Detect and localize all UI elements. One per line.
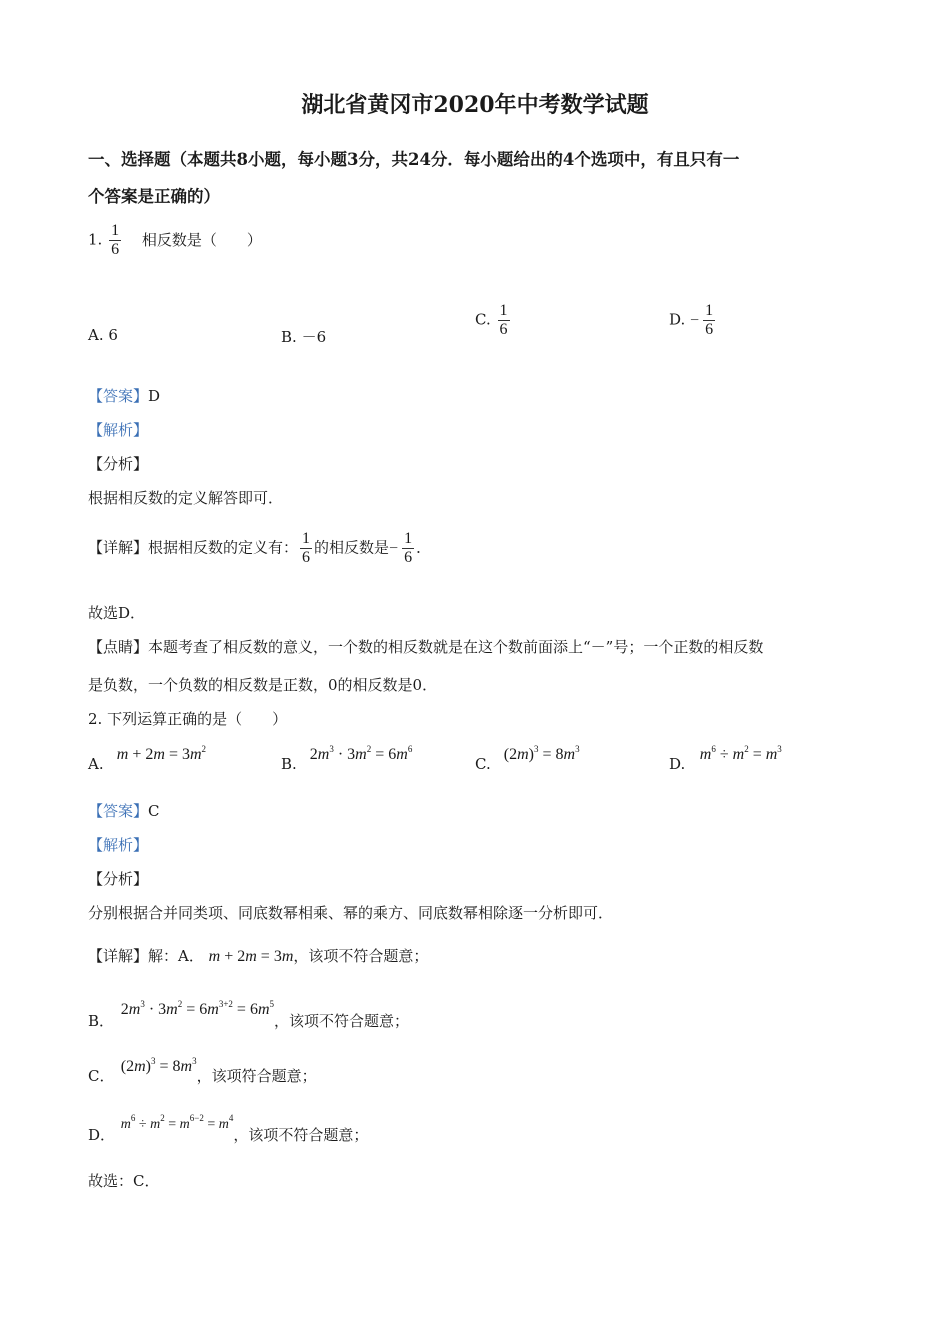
option-label: A. (88, 755, 104, 773)
detail-label: D． (88, 1126, 116, 1144)
comment-line1 (88, 636, 763, 657)
option-d (669, 302, 717, 339)
math-expression: $m^6 \div m^2 = m^3$ (699, 744, 782, 763)
option-label: C. (475, 310, 491, 329)
math-expression: $(2m)^3 = 8m^3$ (120, 1056, 197, 1075)
option-d (669, 745, 782, 773)
answer-line (88, 800, 160, 821)
option-label: B. (281, 755, 297, 773)
detail-c (88, 1057, 317, 1086)
detail-text: ，该项不符合题意； (233, 1126, 369, 1144)
detail-a (88, 945, 428, 966)
option-c (475, 745, 580, 773)
math-expression: $2m^3 \cdot 3m^2 = 6m^{3+2} = 6m^5$ (120, 999, 274, 1018)
option-label: B. (281, 328, 297, 346)
detail-text: ，该项不符合题意； (274, 1012, 410, 1030)
option-label: D. (669, 755, 686, 773)
comment-line2: 是负数，一个负数的相反数是正数，0的相反数是0． (88, 676, 438, 694)
option-value: 6 (108, 326, 118, 344)
page-title: 湖北省黄冈市2020年中考数学试题 (301, 92, 649, 118)
question-stem: 相反数是（ ） (141, 230, 262, 249)
answer-tag: 【答案】 (88, 802, 149, 820)
answer-value: D (148, 387, 161, 405)
fenxi-tag: 【分析】 (88, 455, 149, 473)
math-expression: $m + 2m = 3m^2$ (116, 744, 207, 763)
detail-label: B． (88, 1012, 115, 1030)
detail-text: 根据相反数的定义有： (148, 538, 299, 557)
option-label: D. (669, 310, 686, 329)
math-expression: $2m^3 \cdot 3m^2 = 6m^6$ (309, 744, 413, 763)
analysis-tag: 【解析】 (88, 836, 149, 854)
detail-text: ，该项符合题意； (196, 1067, 317, 1085)
answer-line (88, 385, 160, 406)
fraction-numerator: 1 (302, 530, 311, 547)
fraction (402, 530, 414, 567)
minus-sign: − (690, 311, 700, 329)
math-expression: $(2m)^3 = 8m^3$ (503, 744, 580, 763)
detail-d (88, 1114, 368, 1145)
fenxi-text: 分别根据合并同类项、同底数幂相乘、幂的乘方、同底数幂相除逐一分析即可． (88, 904, 614, 922)
fraction-denominator: 6 (302, 549, 311, 566)
fraction-numerator: 1 (499, 302, 508, 319)
answer-tag: 【答案】 (88, 387, 149, 405)
answer-value: C (148, 802, 160, 820)
option-label: A. (88, 326, 104, 344)
detail-tag: 【详解】 (88, 538, 149, 557)
comment-text: 本题考查了相反数的意义，一个数的相反数就是在这个数前面添上“－”号；一个正数的相反数 (148, 638, 764, 656)
fraction-denominator: 6 (111, 241, 120, 258)
fraction (498, 302, 510, 339)
math-expression: $m^6 \div m^2 = m^{6-2} = m^4$ (120, 1113, 234, 1132)
fenxi-text: 根据相反数的定义解答即可． (88, 489, 284, 507)
option-b (281, 326, 326, 347)
question-1 (88, 222, 262, 259)
fraction (703, 302, 715, 339)
fraction-numerator: 1 (705, 302, 714, 319)
section-heading-line1: 一、选择题（本题共8小题，每小题3分，共24分．每小题给出的4个选项中，有且只有一 (88, 150, 740, 169)
section-heading-line2: 个答案是正确的） (88, 187, 220, 206)
detail-text: 解：A． (148, 947, 204, 965)
fraction-denominator: 6 (499, 321, 508, 338)
detail-text: 的相反数是 (314, 538, 390, 557)
fraction-numerator: 1 (111, 222, 120, 239)
question-number: 1. (88, 230, 103, 249)
conclusion: 故选D． (88, 604, 146, 622)
detail-b (88, 1000, 409, 1031)
option-a (88, 326, 118, 344)
option-b (281, 745, 412, 773)
fenxi-tag: 【分析】 (88, 870, 149, 888)
detail-tag: 【详解】 (88, 947, 149, 965)
math-expression: m + 2m = 3m (208, 948, 294, 965)
option-c (475, 302, 512, 339)
fraction-denominator: 6 (705, 321, 714, 338)
detail-text: ，该项不符合题意； (293, 947, 429, 965)
detail-line (88, 530, 431, 567)
question-2: 2. 下列运算正确的是（ ） (88, 710, 288, 728)
option-label: C. (475, 755, 491, 773)
minus-sign: − (389, 539, 399, 557)
option-a (88, 745, 206, 773)
detail-text: ． (416, 538, 432, 557)
comment-tag: 【点睛】 (88, 638, 149, 656)
fraction-denominator: 6 (404, 549, 413, 566)
detail-label: C． (88, 1067, 115, 1085)
option-value: －6 (301, 328, 327, 346)
analysis-tag: 【解析】 (88, 421, 149, 439)
fraction (300, 530, 312, 567)
fraction-numerator: 1 (404, 530, 413, 547)
conclusion: 故选：C． (88, 1172, 160, 1190)
fraction (109, 222, 121, 259)
